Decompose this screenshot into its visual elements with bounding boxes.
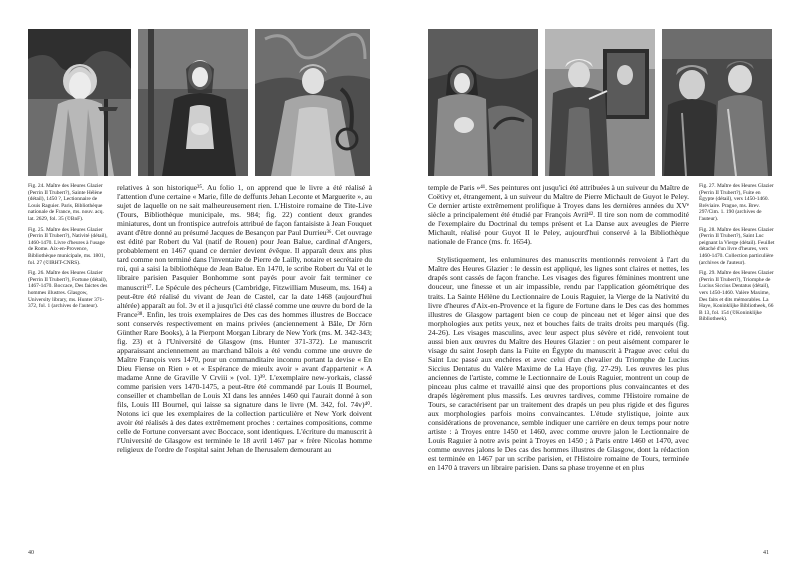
caption-fig-29: Fig. 29. Maître des Heures Glazier (Perrin II Trubert?), Triomphe de Lucius Siccius Dentatus (détail), vers 1450-1460. Valère Maxime, Des faits et dits mémorables. La Haye, Koninklijke Bibliotheek, 66 B 13, fol. 154 (©Koninklijke Bibliotheek). (699, 270, 774, 323)
right-body-paragraph-1: temple de Paris »⁴¹. Ses peintures ont jusqu'ici été attribuées à un suiveur du Maître de Coëtivy et, étrangement, à un suiveur du Maître de Pierre Michault de Guyot le Peley. Ce dernier artiste extrêmement prolifique à Troyes dans les dernières années du XVᵉ siècle a principalement été étudié par François Avril⁴². Il tire son nom de commodité de l'exemplaire du Doctrinal du temps présent et La Danse aux aveugles de Pierre Michault, réalisé pour Guyot II le Peley, aujourd'hui conservé à la Bibliothèque nationale de France (ms. fr. 1654). (428, 183, 689, 247)
caption-fig-27: Fig. 27. Maître des Heures Glazier (Perrin II Trubert?), Fuite en Égypte (détail), vers 1450-1460. Bréviaire. Prague, ms. Brev. 297/Cim. 1. 190 (archives de l'auteur). (699, 183, 774, 222)
right-page (400, 0, 800, 568)
figure-24-sainte-helene-image (28, 29, 131, 176)
figure-29-triomphe-image (662, 29, 772, 176)
figure-25-nativite-image (138, 29, 248, 176)
left-folio: 40 (28, 550, 34, 556)
caption-fig-28: Fig. 28. Maître des Heures Glazier (Perrin II Trubert?), Saint Luc peignant la Vierge (détail). Feuillet détaché d'un livre d'heures, vers 1460-1470. Collection particulière (archives de l'auteur). (699, 226, 775, 266)
right-body-text (428, 183, 689, 472)
caption-fig-25: Fig. 25. Maître des Heures Glazier (Perrin II Trubert?), Nativité (détail), 1460-1470. Livre d'heures à l'usage de Rome. Aix-en-Provence, Bibliothèque municipale, ms. 1801, fol. 27 (©IRHT-CNRS). (28, 226, 108, 266)
caption-fig-26: Fig. 26. Maître des Heures Glazier (Perrin II Trubert?), Fortune (détail), 1467-1470. Boccace, Des faictes des hommes illustres. Glasgow, University library, ms. Hunter 371-372, fol. 1 (archives de l'auteur). (28, 270, 108, 310)
right-folio: 41 (763, 550, 769, 556)
right-body-paragraph-2: Stylistiquement, les enluminures des manuscrits mentionnés renvoient à l'art du Maître des Heures Glazier : le dessin est appliqué, les lignes sont claires et nettes, les drapés sont cassés de façon franche. Les visages des figures féminines montrent une douceur, une finesse et un air impassible, rendu par l'application géométrique des traits. La Sainte Hélène du Lectionnaire de Louis Raguier, la Vierge de la Nativité du livre d'heures d'Aix-en-Provence et la figure de Fortune dans le Des cas des hommes illustres de Glasgow partagent bien ce coup de pinceau net et léger ainsi que des morphologies aux petits yeux, nez et bouches faits de traits droits peu marqués (fig. 24-26). Les visages masculins, avec leur aspect plus sévère et ridé, renvoient tout aussi bien aux œuvres du Maître des Heures Glazier : on peut aisément comparer le visage du saint Joseph dans la Fuite en Égypte du manuscrit à Prague avec celui du Saint Luc passé aux enchères et avec celui d'un chevalier du Triomphe de Lucius Siccius Dentatus du Valère Maxime de La Haye (fig. 27-29). Les œuvres les plus anciennes de l'artiste, comme le Lectionnaire de Louis Raguier, montrent un coup de pinceau plus calme et travaillé ainsi que des proportions plus convaincantes et des drapés légèrement plus massifs. Les œuvres tardives, comme l'Histoire romaine de Tours, se caractérisent par un traitement des drapés un peu plus rigide et des figures aux morphologies parfois moins convaincantes. L'étude stylistique, jointe aux considérations de provenance, semble indiquer une carrière en deux temps pour notre artiste : à Troyes entre 1450 et 1460, avec comme œuvre jalon le Lectionnaire de Louis Raguier à notre avis peint à Troyes en 1450 ; à Paris entre 1460 et 1470, avec comme œuvres jalons le Des cas des hommes illustres de Glasgow, dont la rédaction est terminée en 1467 par un scribe parisien, et l'Histoire romaine de Tours, terminée en 1470 à travers un libraire parisien. Dans sa phase troyenne et en plus (428, 255, 689, 473)
figure-28-saint-luc-image (545, 29, 655, 176)
left-captions (28, 183, 108, 314)
figure-27-fuite-en-egypte-image (428, 29, 538, 176)
figure-26-fortune-image (255, 29, 370, 176)
left-body-paragraph: relatives à son historique³⁵. Au folio 1, on apprend que le livre a été réalisé à l'attention d'une certaine « Marie, fille de deffunts Jehan Leconte et Marguerite », au sujet de laquelle on ne sait malheureusement rien. L'Histoire romaine de Tite-Live (Tours, Bibliothèque municipale, ms. 984; fig. 22) contient deux grandes miniatures, dont un frontispice autrefois attribué de façon fantaisiste à Jean Fouquet avant d'être donné au présumé Jacques de Besançon par Paul Durrieu³⁶. Cet ouvrage est édité par Robert du Val (natif de Rouen) pour Jean Balue, cardinal d'Angers, probablement en 1467 quand ce dernier devient évêque. Il apparaît deux ans plus tard comme non terminé dans l'inventaire de Pierre de Lailly, notaire et secrétaire du roi, qui a saisi la bibliothèque de Jean Balue. En 1470, le scribe Robert du Val et le libraire parisien Pasquier Bonhomme sont payés pour avoir fait terminer ce manuscrit³⁷. Le Spécule des pécheurs (Cambridge, Fitzwilliam Museum, ms. 164) a peut-être été réalisé du vivant de Jean de Castel, car la date 1468 (aujourd'hui altérée) apparaît au fol. 3v et il a jusqu'ici été classé comme une œuvre du bord de la France³⁸. Enfin, les trois exemplaires de Des cas des hommes illustres de Boccace sont conservés respectivement en mains privées (anciennement à Bâle, Dr Jörn Günther Rare Books), à la Pierpont Morgan Library de New York (ms. M. 342-343; fig. 23) et à l'Université de Glasgow (ms. Hunter 371-372). Le manuscrit apparaissant anciennement au marchand bâlois a été vendu comme une œuvre de Maître François vers 1470, pour un commanditaire inconnu portant la devise « En Dieu Fiense on Rien » et « Espérance de mieulx avoir » avant d'appartenir « A madame Anne de Graville V Crviii » (vol. 1)³⁹. L'exemplaire new-yorkais, classé comme parisien vers 1470-1475, a peut-être été commandé par Louis II Bournel, conseiller et chambellan de Louis XI dans les années 1460 qui l'aurait donné à son fils, Louis III Bournel, qui laisse sa signature dans le livre (M. 342, fol. 74v)⁴⁰. Notons ici que les exemplaires de la collection particulière et New York doivent avoir été réalisés à des dates extrêmement proches : certaines compositions, comme celle de Fortune conversant avec Boccace, sont identiques. L'écriture du manuscrit à l'Université de Glasgow est terminée le 18 avril 1467 par « frère Nicolas homme religieux de l'ordre de l'ospital saint Jehan de Iherusalem demourant au (117, 183, 372, 455)
right-captions (699, 183, 775, 327)
caption-fig-24: Fig. 24. Maître des Heures Glazier (Perrin II Trubert?), Sainte Hélène (détail), 1450 ?, Lectionnaire de Louis Raguier. Paris, Bibliothèque nationale de France, ms. nouv. acq. lat. 2629, fol. 35 (©BnF). (28, 183, 104, 222)
left-body-text (117, 183, 372, 454)
